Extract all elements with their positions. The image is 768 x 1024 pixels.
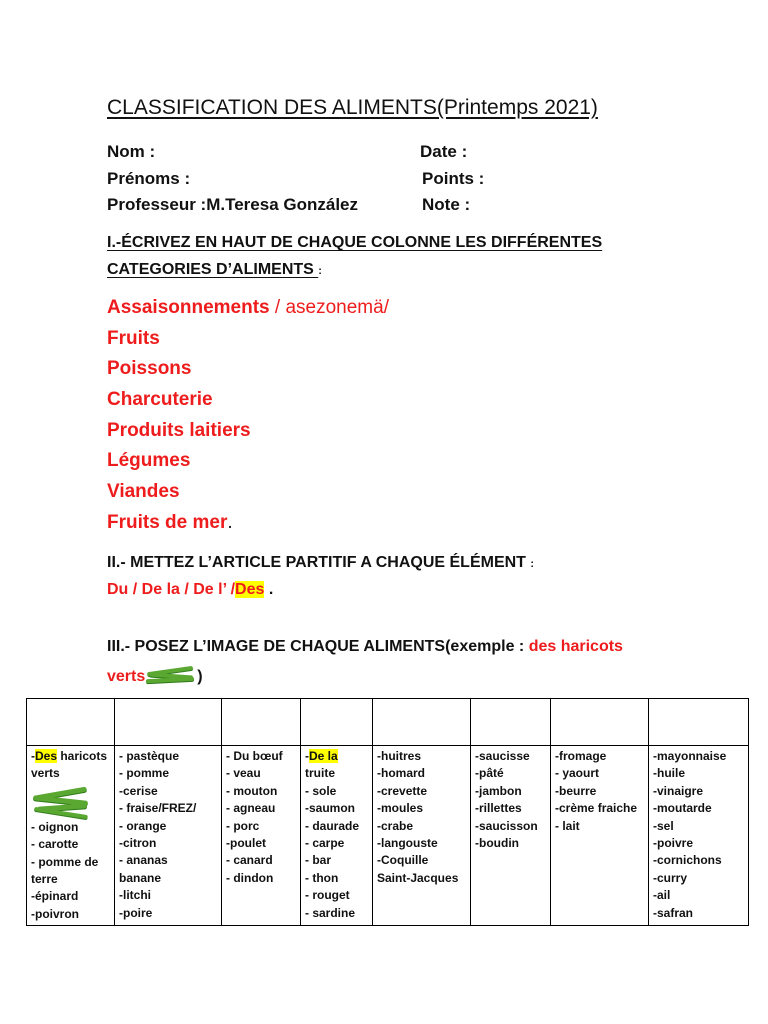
- list-item: -Des haricots: [31, 749, 108, 763]
- date-label: Date :: [420, 142, 468, 161]
- column-fruits-de-mer: [373, 746, 471, 926]
- category-header-cell[interactable]: [301, 699, 373, 746]
- category-produits-laitiers: Produits laitiers: [107, 420, 251, 441]
- list-item: - canard: [226, 853, 273, 868]
- list-item: -épinard: [31, 889, 79, 904]
- list-item: -safran: [653, 905, 694, 920]
- list-item: -poire: [119, 905, 153, 920]
- list-item: - ananas: [119, 853, 168, 868]
- list-item: -moules: [377, 801, 424, 816]
- list-item: Saint-Jacques: [377, 870, 459, 885]
- section2-heading-text: II.- METTEZ L’ARTICLE PARTITIF A CHAQUE ÉLÉMENT: [107, 554, 531, 571]
- list-item: - lait: [555, 818, 580, 833]
- category-header-cell[interactable]: [551, 699, 649, 746]
- list-item: - daurade: [305, 818, 360, 833]
- list-item: -poivron: [31, 906, 79, 921]
- section1-heading-text: CATEGORIES D’ALIMENTS: [107, 261, 319, 278]
- list-item: -crabe: [377, 818, 414, 833]
- list-item: -citron: [119, 836, 157, 851]
- category-label: Assaisonnements: [107, 297, 270, 318]
- list-item: -homard: [377, 766, 425, 781]
- category-poissons: Poissons: [107, 358, 192, 379]
- list-item: -saumon: [305, 801, 356, 816]
- list-item: - carotte: [31, 837, 79, 852]
- list-item: - pomme: [119, 766, 170, 781]
- list-item: -crème fraiche: [555, 801, 638, 816]
- category-viandes: Viandes: [107, 481, 180, 502]
- partitif-des: Des: [235, 581, 265, 598]
- list-item: -langouste: [377, 836, 438, 851]
- prenoms-label: Prénoms :: [107, 169, 191, 188]
- list-item: -pâté: [475, 766, 504, 781]
- category-assaisonnements: [107, 297, 389, 319]
- category-header-cell[interactable]: [27, 699, 115, 746]
- section1-colon: :: [318, 265, 322, 277]
- list-item: -huitres: [377, 749, 422, 763]
- partitif-line: [107, 581, 273, 599]
- list-item: -sel: [653, 818, 674, 833]
- list-item: - porc: [226, 818, 260, 833]
- list-item: -fromage: [555, 749, 607, 763]
- list-item: - veau: [226, 766, 261, 781]
- list-item: -cornichons: [653, 853, 722, 868]
- list-item: -Coquille: [377, 853, 429, 868]
- category-legumes: Légumes: [107, 450, 191, 471]
- phonetic-note: / asezonemä/: [269, 297, 389, 318]
- category-header-cell[interactable]: [649, 699, 749, 746]
- list-item: - oignon: [31, 819, 79, 834]
- list-item: -boudin: [475, 836, 519, 851]
- table-row: [27, 746, 749, 926]
- section3-example: des haricots: [528, 638, 623, 655]
- list-item: - bar: [305, 853, 332, 868]
- list-item: - pastèque: [119, 749, 180, 763]
- column-produits-laitiers: [551, 746, 649, 926]
- list-item: -poivre: [653, 836, 694, 851]
- green-beans-icon: [31, 785, 91, 819]
- list-item: -rillettes: [475, 801, 522, 816]
- list-item: -vinaigre: [653, 783, 704, 798]
- section1-heading-line1: I.-ÉCRIVEZ EN HAUT DE CHAQUE COLONNE LES DIFFÉRENTES: [107, 234, 603, 251]
- list-item: -litchi: [119, 888, 151, 903]
- list-item: -curry: [653, 870, 688, 885]
- list-item: -beurre: [555, 783, 597, 798]
- list-dash: -: [305, 749, 309, 763]
- category-header-cell[interactable]: [471, 699, 551, 746]
- list-item: verts: [31, 766, 60, 781]
- list-item: -crevette: [377, 783, 428, 798]
- list-item: - orange: [119, 818, 167, 833]
- partitif-end: .: [264, 581, 274, 598]
- column-assaisonnements: [649, 746, 749, 926]
- professeur-label: Professeur :M.Teresa González: [107, 195, 358, 214]
- category-period: .: [227, 512, 233, 533]
- list-item: - rouget: [305, 888, 350, 903]
- list-item: - yaourt: [555, 766, 600, 781]
- section3-heading-line2: [107, 665, 203, 686]
- category-fruits-de-mer: [107, 512, 233, 534]
- food-table: [26, 698, 749, 926]
- page-title: CLASSIFICATION DES ALIMENTS(Printemps 2021): [107, 96, 598, 119]
- list-item: -saucisson: [475, 818, 538, 833]
- table-header-row: [27, 699, 749, 746]
- section3-heading-text: III.- POSEZ L’IMAGE DE CHAQUE ALIMENTS(exemple :: [107, 638, 529, 655]
- partitif-highlight: De la: [309, 749, 338, 763]
- category-fruits: Fruits: [107, 328, 160, 349]
- list-item: truite: [305, 766, 335, 781]
- list-item: - sardine: [305, 905, 356, 920]
- list-item: - dindon: [226, 870, 274, 885]
- list-item: - sole: [305, 783, 337, 798]
- points-label: Points :: [422, 169, 485, 188]
- list-item: -jambon: [475, 783, 522, 798]
- category-header-cell[interactable]: [373, 699, 471, 746]
- green-beans-icon: [145, 665, 197, 685]
- column-viandes: [222, 746, 301, 926]
- section3-heading: [107, 638, 623, 656]
- section1-heading-line2: [107, 261, 322, 279]
- category-header-cell[interactable]: [115, 699, 222, 746]
- list-item: - pomme de terre: [31, 854, 99, 887]
- column-fruits: [115, 746, 222, 926]
- section3-example-verts: verts: [107, 668, 146, 685]
- list-item: - fraise/FREZ/: [119, 801, 197, 816]
- partitif-list: Du / De la / De l’ /: [107, 581, 236, 598]
- list-item: [305, 748, 368, 765]
- list-item: -saucisse: [475, 749, 530, 763]
- column-legumes: [27, 746, 115, 926]
- list-item: -mayonnaise: [653, 749, 727, 763]
- category-charcuterie: Charcuterie: [107, 389, 213, 410]
- nom-label: Nom :: [107, 142, 156, 161]
- list-item: -cerise: [119, 783, 158, 798]
- list-item: - agneau: [226, 801, 276, 816]
- list-item: - mouton: [226, 783, 278, 798]
- list-item: -moutarde: [653, 801, 712, 816]
- note-label: Note :: [422, 195, 471, 214]
- list-item: - thon: [305, 870, 339, 885]
- section3-close-paren: ): [197, 668, 203, 685]
- category-header-cell[interactable]: [222, 699, 301, 746]
- section2-colon: :: [530, 558, 535, 570]
- column-poissons: [301, 746, 373, 926]
- partitif-highlight: Des: [35, 749, 58, 763]
- list-item-text: haricots: [57, 749, 108, 763]
- category-label: Fruits de mer: [107, 512, 228, 533]
- list-item: -ail: [653, 888, 671, 903]
- list-item: - Du bœuf: [226, 749, 283, 763]
- list-item: - carpe: [305, 836, 345, 851]
- list-item: -poulet: [226, 836, 266, 851]
- list-item: -huile: [653, 766, 685, 781]
- column-charcuterie: [471, 746, 551, 926]
- section2-heading: [107, 554, 534, 572]
- list-item: banane: [119, 870, 162, 885]
